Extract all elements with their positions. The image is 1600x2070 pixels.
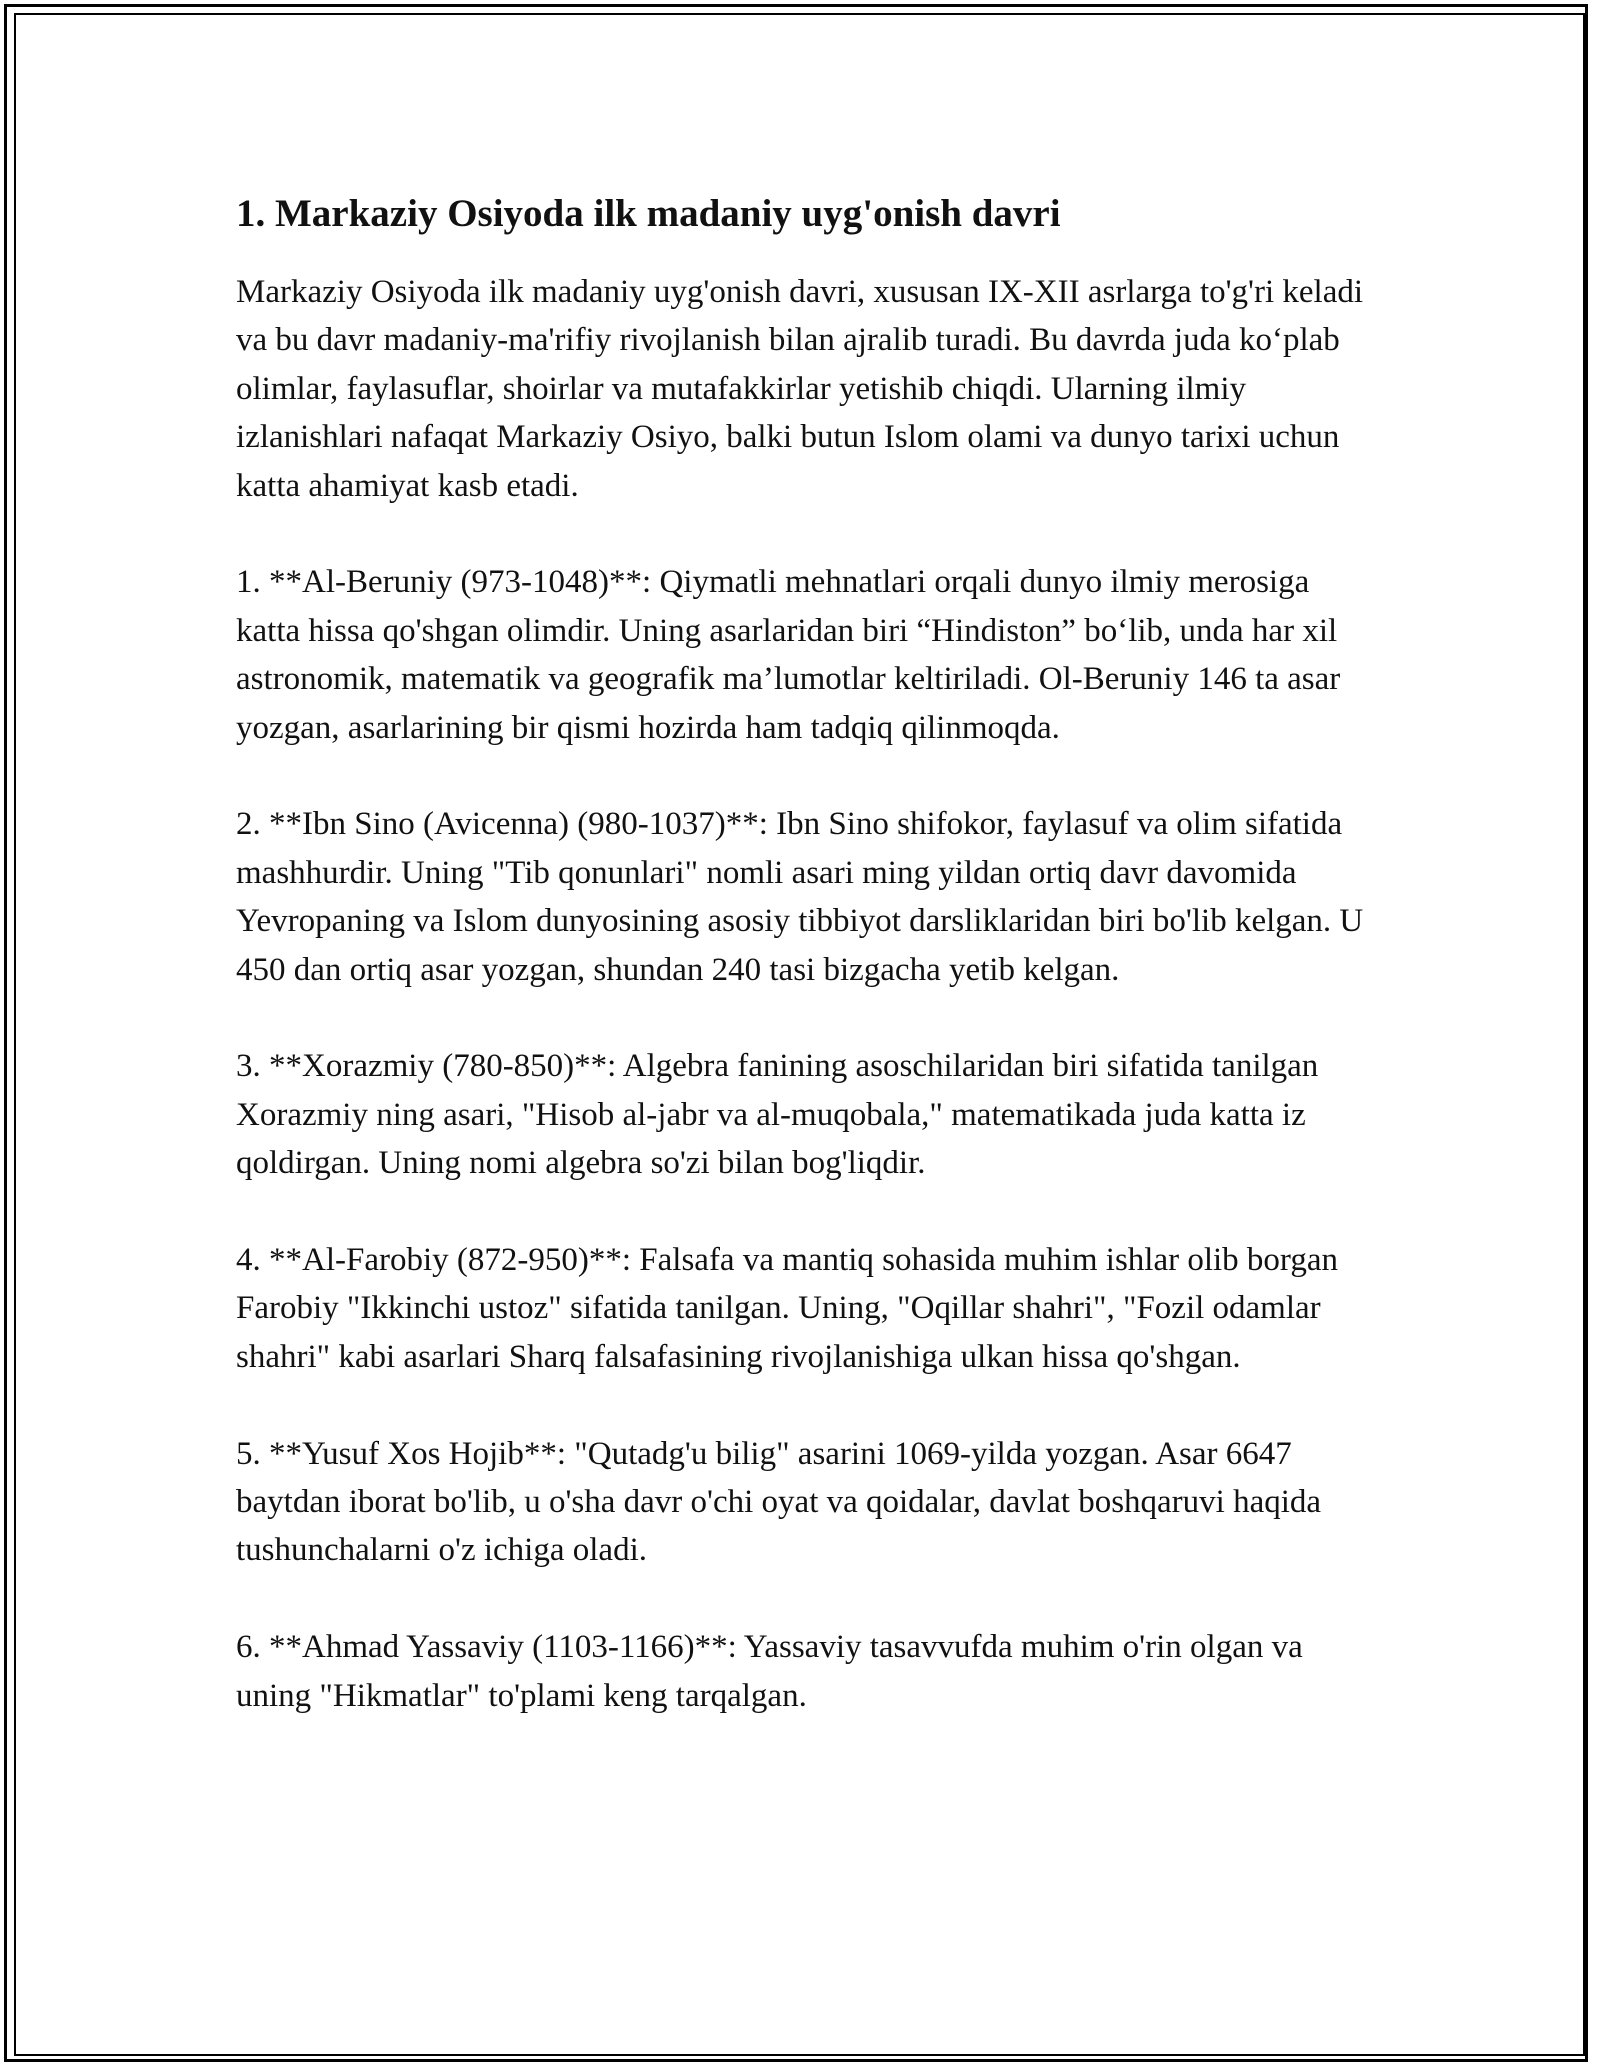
list-item-xorazmiy: 3. **Xorazmiy (780-850)**: Algebra fanining asoschilaridan biri sifatida tanilgan Xorazmiy ning asari, "Hisob al-jabr va al-muqobala," matematikada juda katta iz qoldirgan. Uning nomi algebra so'zi bilan bog'liqdir. bbox=[236, 1048, 1319, 1182]
list-item-yusuf-xos-hojib: 5. **Yusuf Xos Hojib**: "Qutadg'u bilig" asarini 1069-yilda yozgan. Asar 6647 baytdan iborat bo'lib, u o'sha davr o'chi oyat va qoidalar, davlat boshqaruvi haqida tushunchalarni o'z ichiga oladi. bbox=[236, 1435, 1322, 1569]
document-body bbox=[236, 188, 1366, 1768]
list-item-ahmad-yassaviy: 6. **Ahmad Yassaviy (1103-1166)**: Yassaviy tasavvufda muhim o'rin olgan va uning "Hikmatlar" to'plami keng tarqalgan. bbox=[236, 1629, 1303, 1714]
list-item-ibn-sino: 2. **Ibn Sino (Avicenna) (980-1037)**: Ibn Sino shifokor, faylasuf va olim sifatida mashhurdir. Uning "Tib qonunlari" nomli asari ming yildan ortiq davr davomida Yevropaning va Islom dunyosining asosiy tibbiyot darsliklaridan biri bo'lib kelgan. U 450 dan ortiq asar yozgan, shundan 240 tasi bizgacha yetib kelgan. bbox=[236, 806, 1364, 988]
list-item-al-beruniy: 1. **Al-Beruniy (973-1048)**: Qiymatli mehnatlari orqali dunyo ilmiy merosiga katta hissa qo'shgan olimdir. Uning asarlaridan biri “Hindiston” bo‘lib, unda har xil astronomik, matematik va geografik ma’lumotlar keltiriladi. Ol-Beruniy 146 ta asar yozgan, asarlarining bir qismi hozirda ham tadqiq qilinmoqda. bbox=[236, 564, 1341, 746]
intro-paragraph: Markaziy Osiyoda ilk madaniy uyg'onish davri, xususan IX-XII asrlarga to'g'ri keladi va bu davr madaniy-ma'rifiy rivojlanish bilan ajralib turadi. Bu davrda juda ko‘plab olimlar, faylasuflar, shoirlar va mutafakkirlar yetishib chiqdi. Ularning ilmiy izlanishlari nafaqat Markaziy Osiyo, balki butun Islom olami va dunyo tarixi uchun katta ahamiyat kasb etadi. bbox=[236, 274, 1364, 504]
section-title: 1. Markaziy Osiyoda ilk madaniy uyg'onish davri bbox=[236, 192, 1061, 235]
list-item-al-farobiy: 4. **Al-Farobiy (872-950)**: Falsafa va mantiq sohasida muhim ishlar olib borgan Farobiy "Ikkinchi ustoz" sifatida tanilgan. Uning, "Oqillar shahri", "Fozil odamlar shahri" kabi asarlari Sharq falsafasining rivojlanishiga ulkan hissa qo'shgan. bbox=[236, 1242, 1338, 1375]
